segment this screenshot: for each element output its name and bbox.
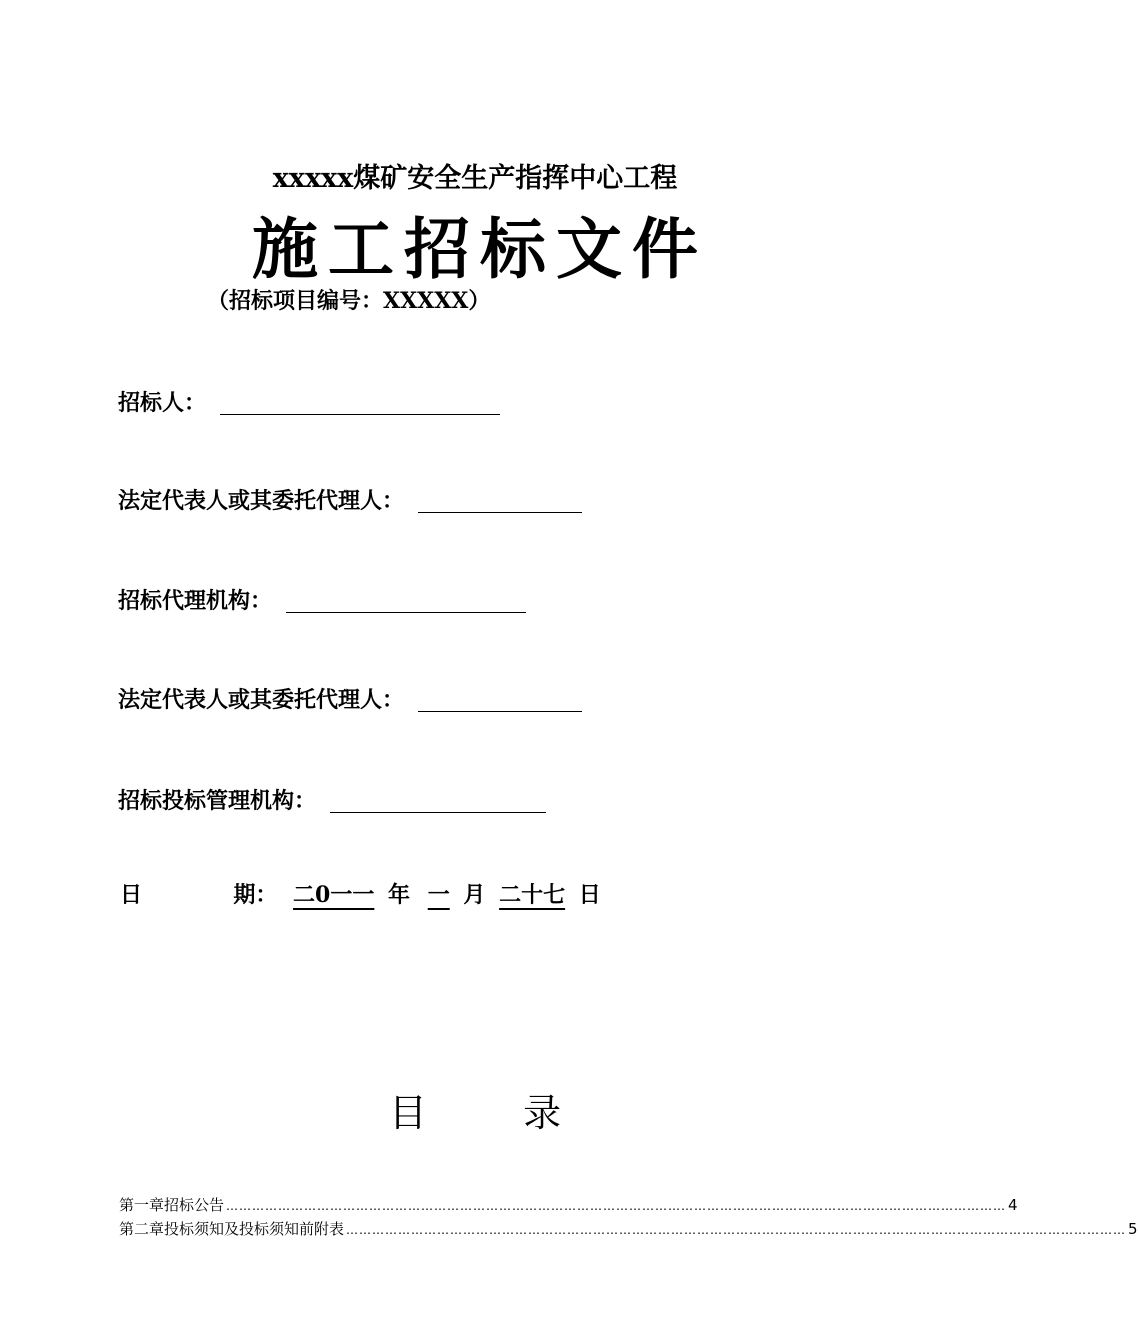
legal-rep-field-1 [118, 484, 582, 515]
date-row [120, 878, 601, 909]
toc-entry[interactable] [119, 1218, 1138, 1242]
legal-rep-field-2 [118, 683, 582, 714]
toc-chapter: 第二章 [119, 1220, 165, 1238]
document-title: 施工招标文件 [252, 210, 708, 288]
agency-blank [286, 590, 526, 613]
toc-page-number: 4 [1008, 1196, 1018, 1214]
date-label-qi: 期： [233, 882, 278, 908]
date-day-unit: 日 [578, 882, 601, 908]
table-of-contents [119, 1194, 1138, 1242]
toc-title-right: 录 [523, 1091, 562, 1135]
legal-rep-label-2: 法定代表人或其委托代理人： [118, 687, 405, 713]
management-label: 招标投标管理机构： [118, 788, 317, 814]
toc-entry-title: 招标公告 [164, 1196, 225, 1214]
project-subtitle: xxxxx煤矿安全生产指挥中心工程 [272, 163, 678, 194]
agency-field [118, 584, 526, 615]
date-month-unit: 月 [463, 882, 486, 908]
tenderer-blank [220, 392, 500, 415]
agency-label: 招标代理机构： [118, 588, 273, 614]
management-field [118, 784, 546, 815]
toc-entry[interactable] [119, 1194, 1018, 1218]
toc-title [0, 1082, 950, 1137]
tenderer-label: 招标人： [118, 390, 207, 416]
toc-entry-title: 投标须知及投标须知前附表 [164, 1220, 345, 1238]
tenderer-field [118, 386, 500, 417]
date-label-ri: 日 [120, 882, 143, 908]
toc-leader-dots: ……………………………………………………………………………………………………………………………………………………………… [226, 1199, 1007, 1213]
legal-rep-label-1: 法定代表人或其委托代理人： [118, 488, 405, 514]
toc-title-left: 目 [388, 1091, 427, 1135]
legal-rep-blank-2 [418, 689, 582, 712]
toc-leader-dots: ……………………………………………………………………………………………………………………………………………………………… [346, 1223, 1127, 1237]
date-year: 二0一一 [293, 882, 375, 908]
date-day: 二十七 [499, 882, 566, 908]
management-blank [330, 790, 546, 813]
legal-rep-blank-1 [418, 490, 582, 513]
date-month: 一 [427, 882, 450, 908]
toc-chapter: 第一章 [119, 1196, 165, 1214]
project-number: （招标项目编号：XXXXX） [207, 288, 491, 314]
toc-page-number: 5 [1128, 1220, 1138, 1238]
date-year-unit: 年 [388, 882, 411, 908]
